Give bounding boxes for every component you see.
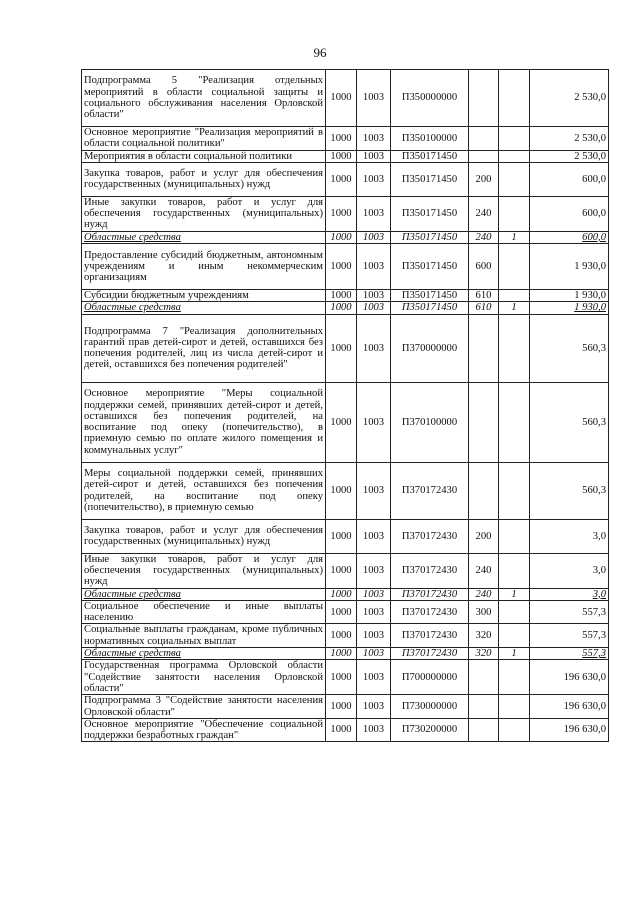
table-cell-amount: 2 530,0 bbox=[530, 70, 609, 127]
table-row bbox=[82, 462, 609, 519]
table-cell-source bbox=[499, 519, 530, 553]
table-cell-code: П370172430 bbox=[391, 462, 469, 519]
table-cell-amount: 600,0 bbox=[530, 196, 609, 231]
table-cell-amount: 557,3 bbox=[530, 624, 609, 648]
table-cell-expense-type: 200 bbox=[469, 162, 499, 196]
table-cell-code: П370172430 bbox=[391, 600, 469, 624]
table-cell-source bbox=[499, 695, 530, 719]
table-row bbox=[82, 600, 609, 624]
table-cell-subsection: 1003 bbox=[357, 150, 391, 162]
table-cell-name: Мероприятия в области социальной политики bbox=[82, 150, 326, 162]
table-cell-code: П350171450 bbox=[391, 302, 469, 314]
table-cell-name: Областные средства bbox=[82, 588, 326, 600]
table-cell-source bbox=[499, 624, 530, 648]
table-row bbox=[82, 244, 609, 290]
table-row bbox=[82, 290, 609, 302]
table-cell-code: П370172430 bbox=[391, 519, 469, 553]
table-row bbox=[82, 588, 609, 600]
table-cell-source bbox=[499, 462, 530, 519]
table-cell-code: П370100000 bbox=[391, 382, 469, 462]
budget-table bbox=[81, 69, 609, 742]
table-cell-source bbox=[499, 553, 530, 588]
table-cell-amount: 600,0 bbox=[530, 231, 609, 243]
table-cell-name: Основное мероприятие "Реализация мероприятий в области социальной политики" bbox=[82, 127, 326, 151]
table-row bbox=[82, 302, 609, 314]
table-cell-source: 1 bbox=[499, 231, 530, 243]
table-cell-source bbox=[499, 290, 530, 302]
table-row bbox=[82, 382, 609, 462]
table-cell-amount: 1 930,0 bbox=[530, 244, 609, 290]
table-row bbox=[82, 660, 609, 695]
table-cell-code: П350000000 bbox=[391, 70, 469, 127]
table-cell-section: 1000 bbox=[326, 462, 357, 519]
table-cell-source bbox=[499, 150, 530, 162]
table-cell-amount: 560,3 bbox=[530, 382, 609, 462]
table-cell-expense-type: 320 bbox=[469, 624, 499, 648]
table-cell-expense-type bbox=[469, 314, 499, 382]
table-cell-name: Социальное обеспечение и иные выплаты населению bbox=[82, 600, 326, 624]
table-cell-section: 1000 bbox=[326, 553, 357, 588]
table-cell-name: Иные закупки товаров, работ и услуг для обеспечения государственных (муниципальных) нужд bbox=[82, 553, 326, 588]
table-cell-name: Основное мероприятие "Меры социальной поддержки семей, принявших детей-сирот и детей, оставшихся без попечения родителей, на воспитание под опеку (попечительство), в приемную семью по оплате жилого помещения и коммунальных услуг" bbox=[82, 382, 326, 462]
table-cell-source: 1 bbox=[499, 302, 530, 314]
table-cell-name: Подпрограмма 5 "Реализация отдельных мероприятий в области социальной защиты и социального обслуживания населения Орловской области" bbox=[82, 70, 326, 127]
table-cell-amount: 2 530,0 bbox=[530, 127, 609, 151]
table-cell-source bbox=[499, 718, 530, 742]
table-cell-amount: 560,3 bbox=[530, 462, 609, 519]
table-cell-code: П370172430 bbox=[391, 648, 469, 660]
table-cell-expense-type: 610 bbox=[469, 290, 499, 302]
table-row bbox=[82, 553, 609, 588]
table-cell-code: П370172430 bbox=[391, 588, 469, 600]
table-cell-name: Иные закупки товаров, работ и услуг для обеспечения государственных (муниципальных) нужд bbox=[82, 196, 326, 231]
table-cell-amount: 3,0 bbox=[530, 519, 609, 553]
table-row bbox=[82, 648, 609, 660]
table-cell-subsection: 1003 bbox=[357, 382, 391, 462]
table-cell-amount: 196 630,0 bbox=[530, 718, 609, 742]
table-cell-name: Социальные выплаты гражданам, кроме публичных нормативных социальных выплат bbox=[82, 624, 326, 648]
table-cell-name: Подпрограмма 7 "Реализация дополнительных гарантий прав детей-сирот и детей, оставшихся без попечения родителей, лиц из числа детей-сирот и детей, оставшихся без попечения родителей" bbox=[82, 314, 326, 382]
table-cell-source bbox=[499, 70, 530, 127]
table-cell-subsection: 1003 bbox=[357, 231, 391, 243]
table-cell-section: 1000 bbox=[326, 382, 357, 462]
table-cell-expense-type bbox=[469, 695, 499, 719]
table-row bbox=[82, 519, 609, 553]
table-cell-section: 1000 bbox=[326, 660, 357, 695]
table-cell-name: Меры социальной поддержки семей, принявших детей-сирот и детей, оставшихся без попечения родителей, на воспитание под опеку (попечительство), в приемную семью bbox=[82, 462, 326, 519]
table-cell-subsection: 1003 bbox=[357, 70, 391, 127]
table-cell-code: П370000000 bbox=[391, 314, 469, 382]
table-cell-amount: 3,0 bbox=[530, 553, 609, 588]
table-row bbox=[82, 231, 609, 243]
table-cell-section: 1000 bbox=[326, 695, 357, 719]
table-cell-code: П370172430 bbox=[391, 553, 469, 588]
table-cell-amount: 600,0 bbox=[530, 162, 609, 196]
table-cell-expense-type bbox=[469, 127, 499, 151]
table-cell-subsection: 1003 bbox=[357, 302, 391, 314]
table-cell-section: 1000 bbox=[326, 290, 357, 302]
table-cell-expense-type: 240 bbox=[469, 196, 499, 231]
table-cell-code: П350171450 bbox=[391, 162, 469, 196]
table-row bbox=[82, 624, 609, 648]
table-cell-name: Предоставление субсидий бюджетным, автономным учреждениям и иным некоммерческим организациям bbox=[82, 244, 326, 290]
table-cell-source: 1 bbox=[499, 648, 530, 660]
table-cell-amount: 557,3 bbox=[530, 600, 609, 624]
table-cell-source: 1 bbox=[499, 588, 530, 600]
table-cell-subsection: 1003 bbox=[357, 648, 391, 660]
table-cell-expense-type: 610 bbox=[469, 302, 499, 314]
table-cell-expense-type bbox=[469, 660, 499, 695]
table-cell-name: Областные средства bbox=[82, 648, 326, 660]
table-cell-source bbox=[499, 162, 530, 196]
table-cell-expense-type bbox=[469, 382, 499, 462]
table-cell-subsection: 1003 bbox=[357, 718, 391, 742]
table-cell-name: Областные средства bbox=[82, 302, 326, 314]
table-row bbox=[82, 314, 609, 382]
table-cell-name: Закупка товаров, работ и услуг для обеспечения государственных (муниципальных) нужд bbox=[82, 519, 326, 553]
table-cell-name: Закупка товаров, работ и услуг для обеспечения государственных (муниципальных) нужд bbox=[82, 162, 326, 196]
table-cell-code: П350171450 bbox=[391, 231, 469, 243]
table-cell-section: 1000 bbox=[326, 519, 357, 553]
table-cell-code: П350171450 bbox=[391, 150, 469, 162]
table-cell-subsection: 1003 bbox=[357, 519, 391, 553]
table-cell-subsection: 1003 bbox=[357, 660, 391, 695]
table-cell-subsection: 1003 bbox=[357, 290, 391, 302]
table-cell-code: П350171450 bbox=[391, 290, 469, 302]
table-cell-code: П730000000 bbox=[391, 695, 469, 719]
table-cell-section: 1000 bbox=[326, 231, 357, 243]
table-cell-amount: 1 930,0 bbox=[530, 290, 609, 302]
table-row bbox=[82, 162, 609, 196]
table-cell-name: Основное мероприятие "Обеспечение социальной поддержки безработных граждан" bbox=[82, 718, 326, 742]
table-cell-subsection: 1003 bbox=[357, 314, 391, 382]
table-cell-amount: 557,3 bbox=[530, 648, 609, 660]
table-cell-code: П370172430 bbox=[391, 624, 469, 648]
table-cell-subsection: 1003 bbox=[357, 127, 391, 151]
table-cell-expense-type: 600 bbox=[469, 244, 499, 290]
table-cell-amount: 2 530,0 bbox=[530, 150, 609, 162]
table-cell-subsection: 1003 bbox=[357, 196, 391, 231]
table-cell-expense-type: 240 bbox=[469, 553, 499, 588]
table-cell-name: Субсидии бюджетным учреждениям bbox=[82, 290, 326, 302]
table-cell-section: 1000 bbox=[326, 244, 357, 290]
table-cell-section: 1000 bbox=[326, 302, 357, 314]
table-cell-source bbox=[499, 382, 530, 462]
table-cell-section: 1000 bbox=[326, 314, 357, 382]
table-cell-expense-type: 200 bbox=[469, 519, 499, 553]
table-cell-source bbox=[499, 600, 530, 624]
table-cell-name: Государственная программа Орловской области "Содействие занятости населения Орловской области" bbox=[82, 660, 326, 695]
table-cell-section: 1000 bbox=[326, 648, 357, 660]
table-cell-expense-type: 300 bbox=[469, 600, 499, 624]
table-cell-amount: 560,3 bbox=[530, 314, 609, 382]
table-cell-expense-type bbox=[469, 718, 499, 742]
table-cell-source bbox=[499, 127, 530, 151]
table-cell-expense-type bbox=[469, 150, 499, 162]
table-cell-name: Подпрограмма 3 "Содействие занятости населения Орловской области" bbox=[82, 695, 326, 719]
table-cell-amount: 1 930,0 bbox=[530, 302, 609, 314]
table-row bbox=[82, 127, 609, 151]
table-cell-expense-type bbox=[469, 462, 499, 519]
table-cell-section: 1000 bbox=[326, 162, 357, 196]
table-cell-code: П700000000 bbox=[391, 660, 469, 695]
table-row bbox=[82, 150, 609, 162]
table-cell-subsection: 1003 bbox=[357, 695, 391, 719]
table-cell-section: 1000 bbox=[326, 70, 357, 127]
table-cell-subsection: 1003 bbox=[357, 588, 391, 600]
table-cell-amount: 196 630,0 bbox=[530, 695, 609, 719]
table-row bbox=[82, 695, 609, 719]
table-cell-subsection: 1003 bbox=[357, 462, 391, 519]
table-cell-section: 1000 bbox=[326, 196, 357, 231]
table-cell-subsection: 1003 bbox=[357, 244, 391, 290]
page-number: 96 bbox=[313, 45, 327, 60]
table-cell-code: П350171450 bbox=[391, 244, 469, 290]
table-cell-section: 1000 bbox=[326, 127, 357, 151]
table-row bbox=[82, 196, 609, 231]
table-cell-source bbox=[499, 660, 530, 695]
table-cell-subsection: 1003 bbox=[357, 600, 391, 624]
table-cell-section: 1000 bbox=[326, 588, 357, 600]
table-cell-subsection: 1003 bbox=[357, 162, 391, 196]
table-cell-name: Областные средства bbox=[82, 231, 326, 243]
table-cell-expense-type: 240 bbox=[469, 588, 499, 600]
table-cell-source bbox=[499, 314, 530, 382]
table-cell-expense-type bbox=[469, 70, 499, 127]
table-cell-source bbox=[499, 196, 530, 231]
table-cell-section: 1000 bbox=[326, 718, 357, 742]
table-cell-code: П730200000 bbox=[391, 718, 469, 742]
table-cell-subsection: 1003 bbox=[357, 553, 391, 588]
table-cell-expense-type: 240 bbox=[469, 231, 499, 243]
table-row bbox=[82, 70, 609, 127]
table-cell-source bbox=[499, 244, 530, 290]
table-cell-section: 1000 bbox=[326, 150, 357, 162]
table-cell-code: П350100000 bbox=[391, 127, 469, 151]
table-cell-section: 1000 bbox=[326, 624, 357, 648]
table-row bbox=[82, 718, 609, 742]
table-cell-amount: 3,0 bbox=[530, 588, 609, 600]
table-cell-amount: 196 630,0 bbox=[530, 660, 609, 695]
table-cell-expense-type: 320 bbox=[469, 648, 499, 660]
table-cell-code: П350171450 bbox=[391, 196, 469, 231]
table-cell-subsection: 1003 bbox=[357, 624, 391, 648]
table-cell-section: 1000 bbox=[326, 600, 357, 624]
